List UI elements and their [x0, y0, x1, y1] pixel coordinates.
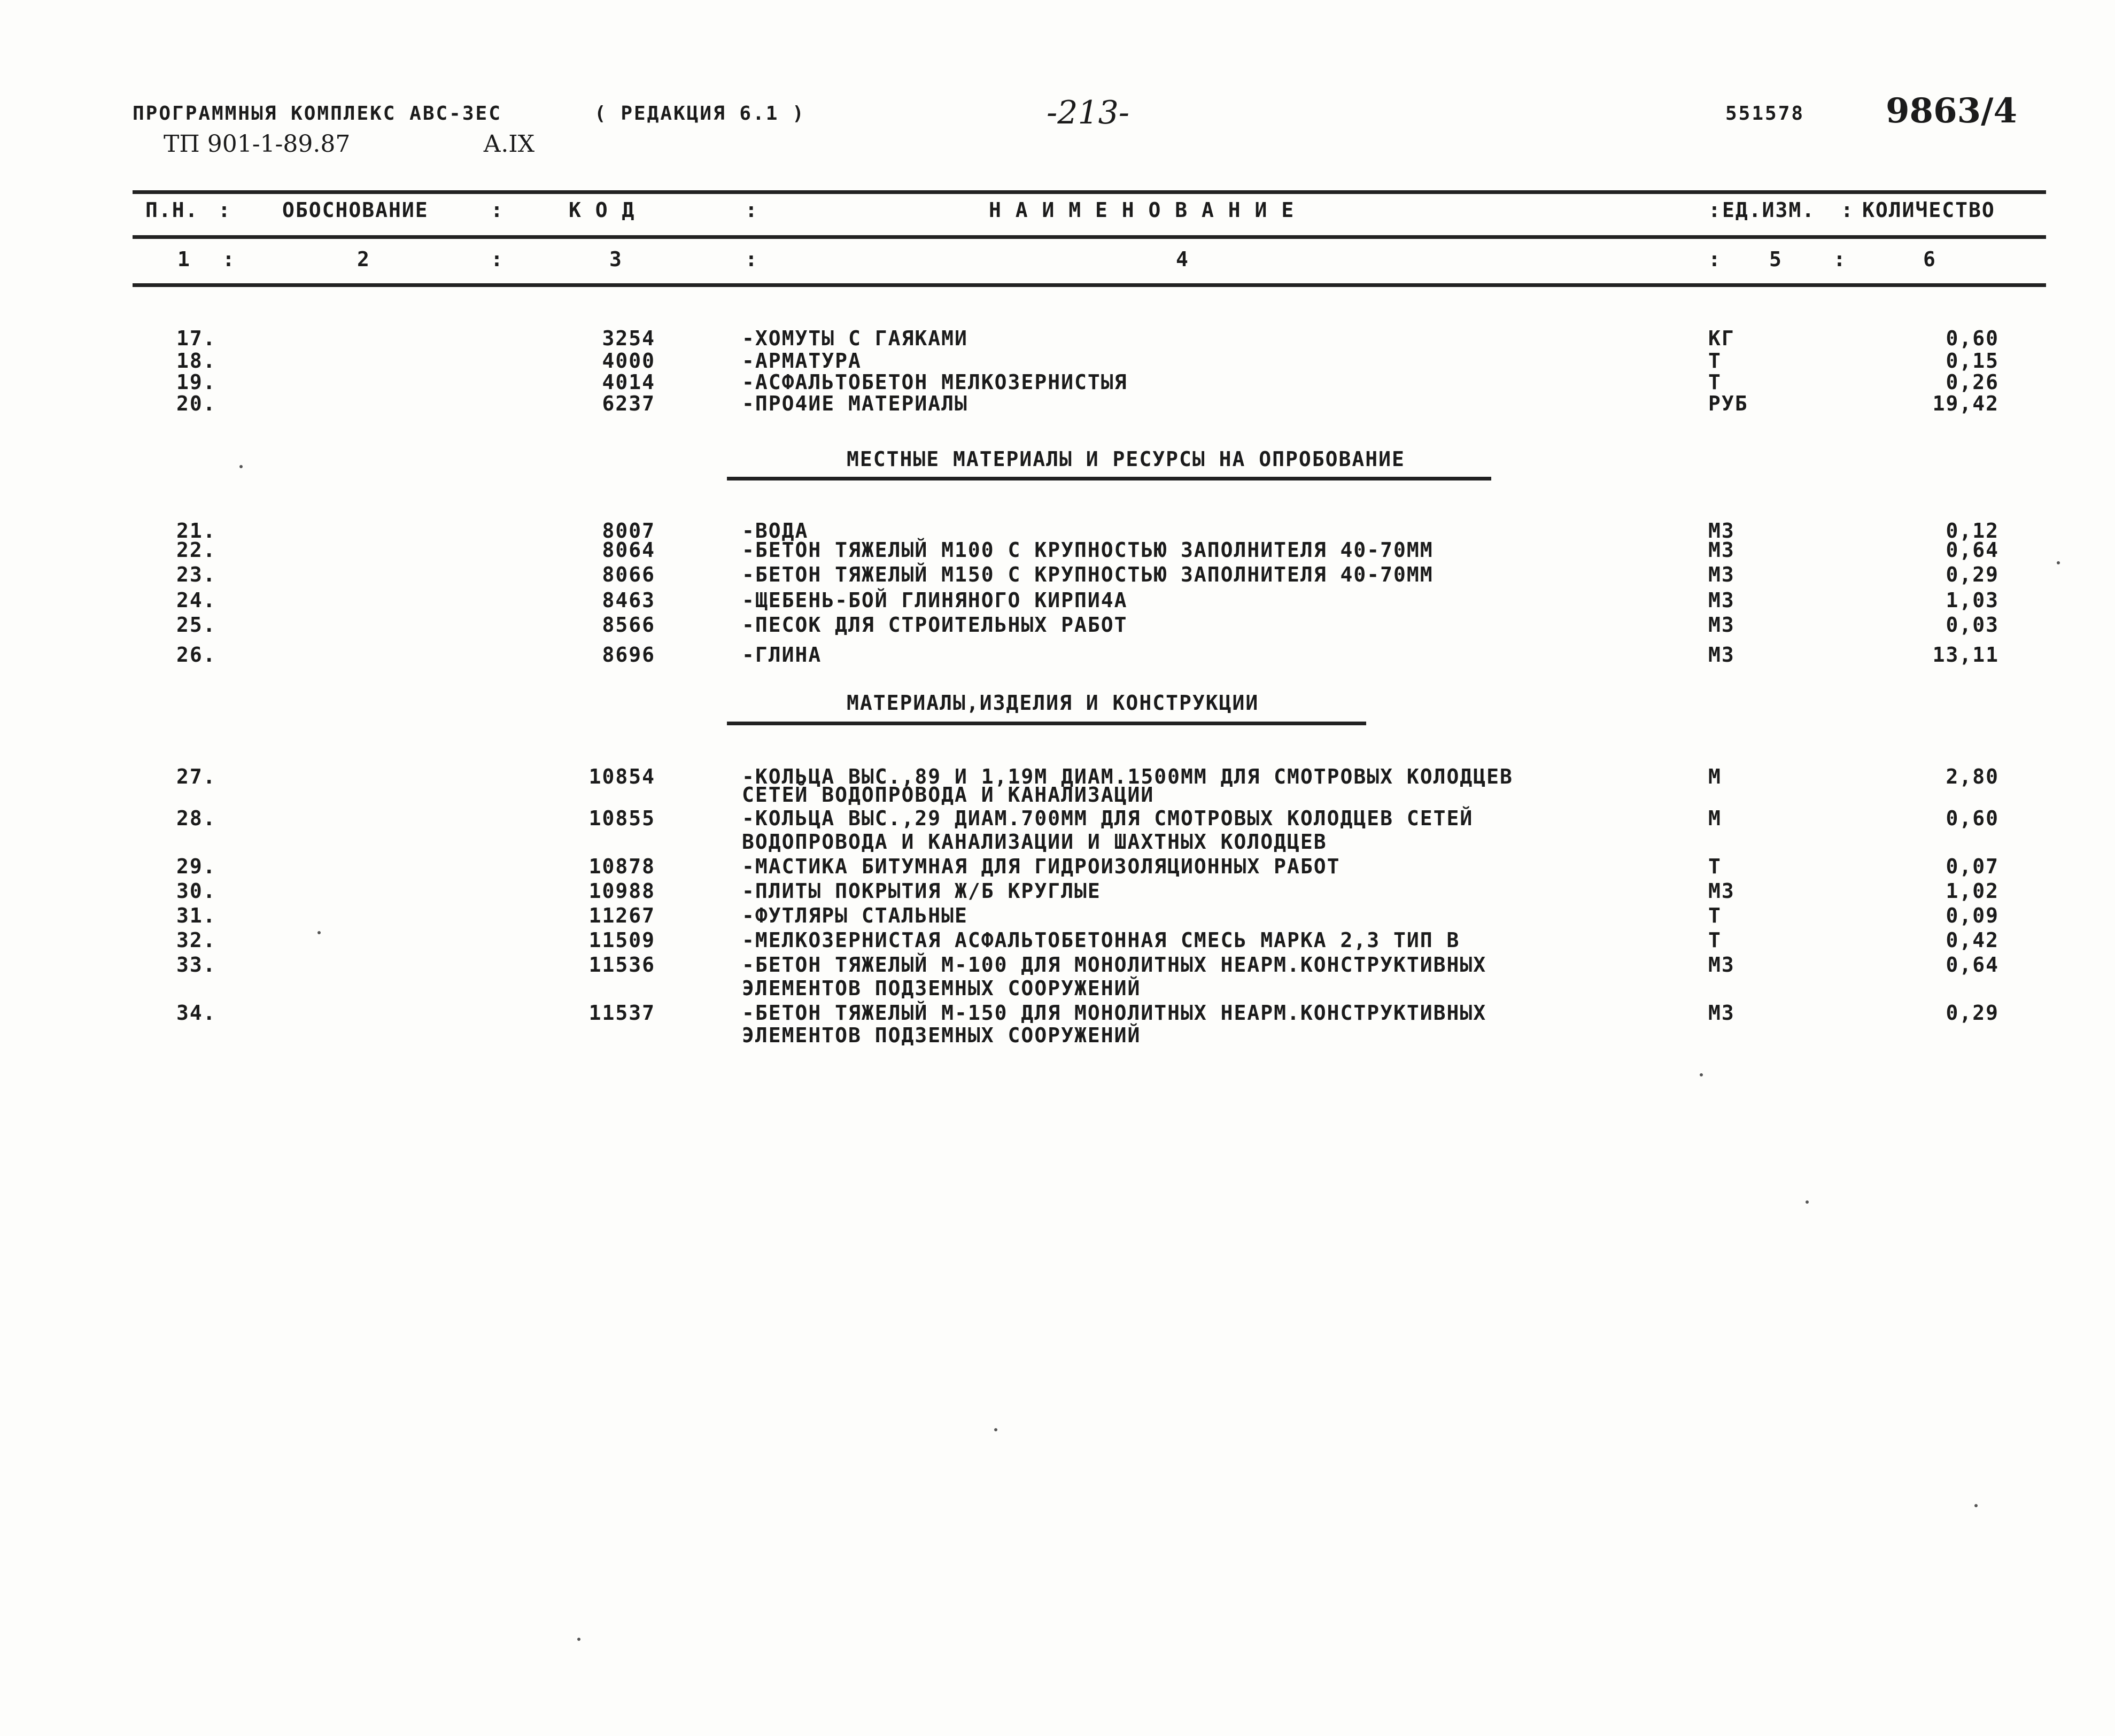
row-name: -ЩЕБЕНЬ-БОЙ ГЛИНЯНОГО КИРПИ4А — [742, 588, 1128, 612]
row-number: 19. — [176, 370, 216, 394]
edition-label: ( РЕДАКЦИЯ 6.1 ) — [594, 103, 805, 125]
row-code: 4014 — [602, 370, 655, 394]
row-number: 32. — [176, 928, 216, 952]
row-code: 8066 — [602, 563, 655, 586]
row-code: 8463 — [602, 588, 655, 612]
col-header-name: Н А И М Е Н О В А Н И Е — [989, 198, 1295, 222]
row-name-continuation: СЕТЕЙ ВОДОПРОВОДА И КАНАЛИЗАЦИИ — [742, 783, 1155, 807]
row-number: 26. — [176, 643, 216, 666]
row-qty: 2,80 — [1946, 765, 1999, 788]
row-number: 22. — [176, 538, 216, 562]
header-bottom-rule — [133, 283, 2046, 287]
row-code: 4000 — [602, 349, 655, 373]
row-name: -БЕТОН ТЯЖЕЛЫЙ М100 С КРУПНОСТЬЮ ЗАПОЛНИТЕЛЯ 40-70ММ — [742, 538, 1434, 562]
page-mark: -213- — [1047, 94, 1130, 131]
program-title: ПРОГРАММНЫЯ КОМПЛЕКС АВС-3ЕС — [133, 103, 502, 125]
row-name: -МЕЛКОЗЕРНИСТАЯ АСФАЛЬТОБЕТОННАЯ СМЕСЬ МАРКА 2,3 ТИП В — [742, 928, 1460, 952]
row-number: 28. — [176, 807, 216, 830]
row-qty: 0,60 — [1946, 807, 1999, 830]
row-unit: Т — [1708, 370, 1722, 394]
row-number: 18. — [176, 349, 216, 373]
row-number: 30. — [176, 879, 216, 903]
col-header-basis: ОБОСНОВАНИЕ — [282, 198, 429, 222]
row-code: 8566 — [602, 613, 655, 637]
row-code: 10855 — [588, 807, 655, 830]
row-qty: 0,07 — [1946, 855, 1999, 878]
row-unit: Т — [1708, 928, 1722, 952]
section-mark: А.IX — [483, 130, 535, 158]
row-code: 6237 — [602, 392, 655, 415]
row-name: -ГЛИНА — [742, 643, 822, 666]
row-qty: 0,09 — [1946, 904, 1999, 927]
row-number: 24. — [176, 588, 216, 612]
scan-speck — [239, 465, 243, 468]
row-name: -БЕТОН ТЯЖЕЛЫЙ М150 С КРУПНОСТЬЮ ЗАПОЛНИТЕЛЯ 40-70ММ — [742, 563, 1434, 586]
row-code: 10878 — [588, 855, 655, 878]
row-qty: 0,12 — [1946, 519, 1999, 542]
row-unit: М3 — [1708, 538, 1735, 562]
scan-speck — [1806, 1200, 1809, 1204]
row-unit: М3 — [1708, 953, 1735, 976]
section-heading-local-materials: МЕСТНЫЕ МАТЕРИАЛЫ И РЕСУРСЫ НА ОПРОБОВАНИЕ — [847, 447, 1405, 471]
scan-speck — [577, 1638, 580, 1641]
scan-speck — [994, 1428, 997, 1431]
row-code: 3254 — [602, 327, 655, 350]
row-name: -КОЛЬЦА ВЫС.,29 ДИАМ.700ММ ДЛЯ СМОТРОВЫХ КОЛОДЦЕВ СЕТЕЙ — [742, 807, 1474, 830]
col-number-1: 1 — [177, 247, 191, 271]
col-header-unit: ЕД.ИЗМ. — [1722, 198, 1816, 222]
row-number: 23. — [176, 563, 216, 586]
row-unit: М3 — [1708, 563, 1735, 586]
row-code: 8007 — [602, 519, 655, 542]
row-number: 21. — [176, 519, 216, 542]
row-code: 11509 — [588, 928, 655, 952]
header-divider-rule — [133, 235, 2046, 239]
document-code: ТП 901-1-89.87 — [164, 130, 351, 158]
row-name: -ПЛИТЫ ПОКРЫТИЯ Ж/Б КРУГЛЫЕ — [742, 879, 1101, 903]
row-code: 10854 — [588, 765, 655, 788]
row-name: -КОЛЬЦА ВЫС.,89 И 1,19М ДИАМ.1500ММ ДЛЯ СМОТРОВЫХ КОЛОДЦЕВ — [742, 765, 1513, 788]
row-unit: М3 — [1708, 643, 1735, 666]
section-underline — [727, 477, 1491, 480]
col-number-2: 2 — [357, 247, 370, 271]
row-qty: 1,03 — [1946, 588, 1999, 612]
row-qty: 0,03 — [1946, 613, 1999, 637]
scan-speck — [317, 931, 321, 934]
row-number: 25. — [176, 613, 216, 637]
row-name: -ФУТЛЯРЫ СТАЛЬНЫЕ — [742, 904, 968, 927]
row-qty: 19,42 — [1932, 392, 1999, 415]
col-number-3: 3 — [609, 247, 623, 271]
row-name-continuation: ВОДОПРОВОДА И КАНАЛИЗАЦИИ И ШАХТНЫХ КОЛОДЦЕВ — [742, 830, 1327, 854]
row-name: -БЕТОН ТЯЖЕЛЫЙ М-150 ДЛЯ МОНОЛИТНЫХ НЕАРМ.КОНСТРУКТИВНЫХ — [742, 1001, 1487, 1025]
row-name: -ВОДА — [742, 519, 809, 542]
row-number: 20. — [176, 392, 216, 415]
row-unit: М3 — [1708, 519, 1735, 542]
row-number: 17. — [176, 327, 216, 350]
scan-speck — [2057, 561, 2060, 564]
document-number: 551578 — [1725, 103, 1805, 125]
col-header-qty: КОЛИЧЕСТВО — [1862, 198, 1995, 222]
section-underline — [727, 722, 1366, 725]
row-unit: Т — [1708, 855, 1722, 878]
row-unit: РУБ — [1708, 392, 1748, 415]
row-code: 8064 — [602, 538, 655, 562]
row-code: 11537 — [588, 1001, 655, 1025]
section-heading-materials-products: МАТЕРИАЛЫ,ИЗДЕЛИЯ И КОНСТРУКЦИИ — [847, 691, 1259, 715]
row-unit: М3 — [1708, 1001, 1735, 1025]
row-qty: 0,60 — [1946, 327, 1999, 350]
row-qty: 0,29 — [1946, 563, 1999, 586]
row-number: 33. — [176, 953, 216, 976]
row-code: 11536 — [588, 953, 655, 976]
row-unit: М — [1708, 807, 1722, 830]
row-code: 11267 — [588, 904, 655, 927]
row-unit: Т — [1708, 349, 1722, 373]
col-number-6: 6 — [1923, 247, 1936, 271]
col-number-4: 4 — [1176, 247, 1189, 271]
row-code: 8696 — [602, 643, 655, 666]
row-unit: Т — [1708, 904, 1722, 927]
row-name: -МАСТИКА БИТУМНАЯ ДЛЯ ГИДРОИЗОЛЯЦИОННЫХ РАБОТ — [742, 855, 1341, 878]
row-number: 31. — [176, 904, 216, 927]
row-qty: 1,02 — [1946, 879, 1999, 903]
col-header-code: К О Д — [569, 198, 636, 222]
col-number-5: 5 — [1769, 247, 1783, 271]
row-number: 27. — [176, 765, 216, 788]
table-top-rule — [133, 190, 2046, 194]
row-unit: М3 — [1708, 588, 1735, 612]
row-unit: М — [1708, 765, 1722, 788]
scan-speck — [1974, 1504, 1978, 1507]
row-qty: 0,29 — [1946, 1001, 1999, 1025]
row-name: -БЕТОН ТЯЖЕЛЫЙ М-100 ДЛЯ МОНОЛИТНЫХ НЕАРМ.КОНСТРУКТИВНЫХ — [742, 953, 1487, 976]
row-name-continuation: ЭЛЕМЕНТОВ ПОДЗЕМНЫХ СООРУЖЕНИЙ — [742, 976, 1141, 1000]
row-qty: 0,64 — [1946, 953, 1999, 976]
row-qty: 13,11 — [1932, 643, 1999, 666]
row-qty: 0,64 — [1946, 538, 1999, 562]
row-name: -ХОМУТЫ С ГАЯКАМИ — [742, 327, 968, 350]
sheet-number: 9863/4 — [1886, 91, 2018, 131]
row-unit: КГ — [1708, 327, 1735, 350]
row-name: -ПЕСОК ДЛЯ СТРОИТЕЛЬНЫХ РАБОТ — [742, 613, 1128, 637]
row-name-continuation: ЭЛЕМЕНТОВ ПОДЗЕМНЫХ СООРУЖЕНИЙ — [742, 1024, 1141, 1047]
col-header-pn: П.Н. — [145, 198, 199, 222]
row-number: 34. — [176, 1001, 216, 1025]
row-name: -АСФАЛЬТОБЕТОН МЕЛКОЗЕРНИСТЫЯ — [742, 370, 1128, 394]
row-qty: 0,42 — [1946, 928, 1999, 952]
row-qty: 0,26 — [1946, 370, 1999, 394]
row-name: -АРМАТУРА — [742, 349, 862, 373]
row-name: -ПРО4ИЕ МАТЕРИАЛЫ — [742, 392, 968, 415]
row-unit: М3 — [1708, 879, 1735, 903]
row-unit: М3 — [1708, 613, 1735, 637]
row-number: 29. — [176, 855, 216, 878]
scan-speck — [1700, 1073, 1703, 1076]
row-code: 10988 — [588, 879, 655, 903]
row-qty: 0,15 — [1946, 349, 1999, 373]
